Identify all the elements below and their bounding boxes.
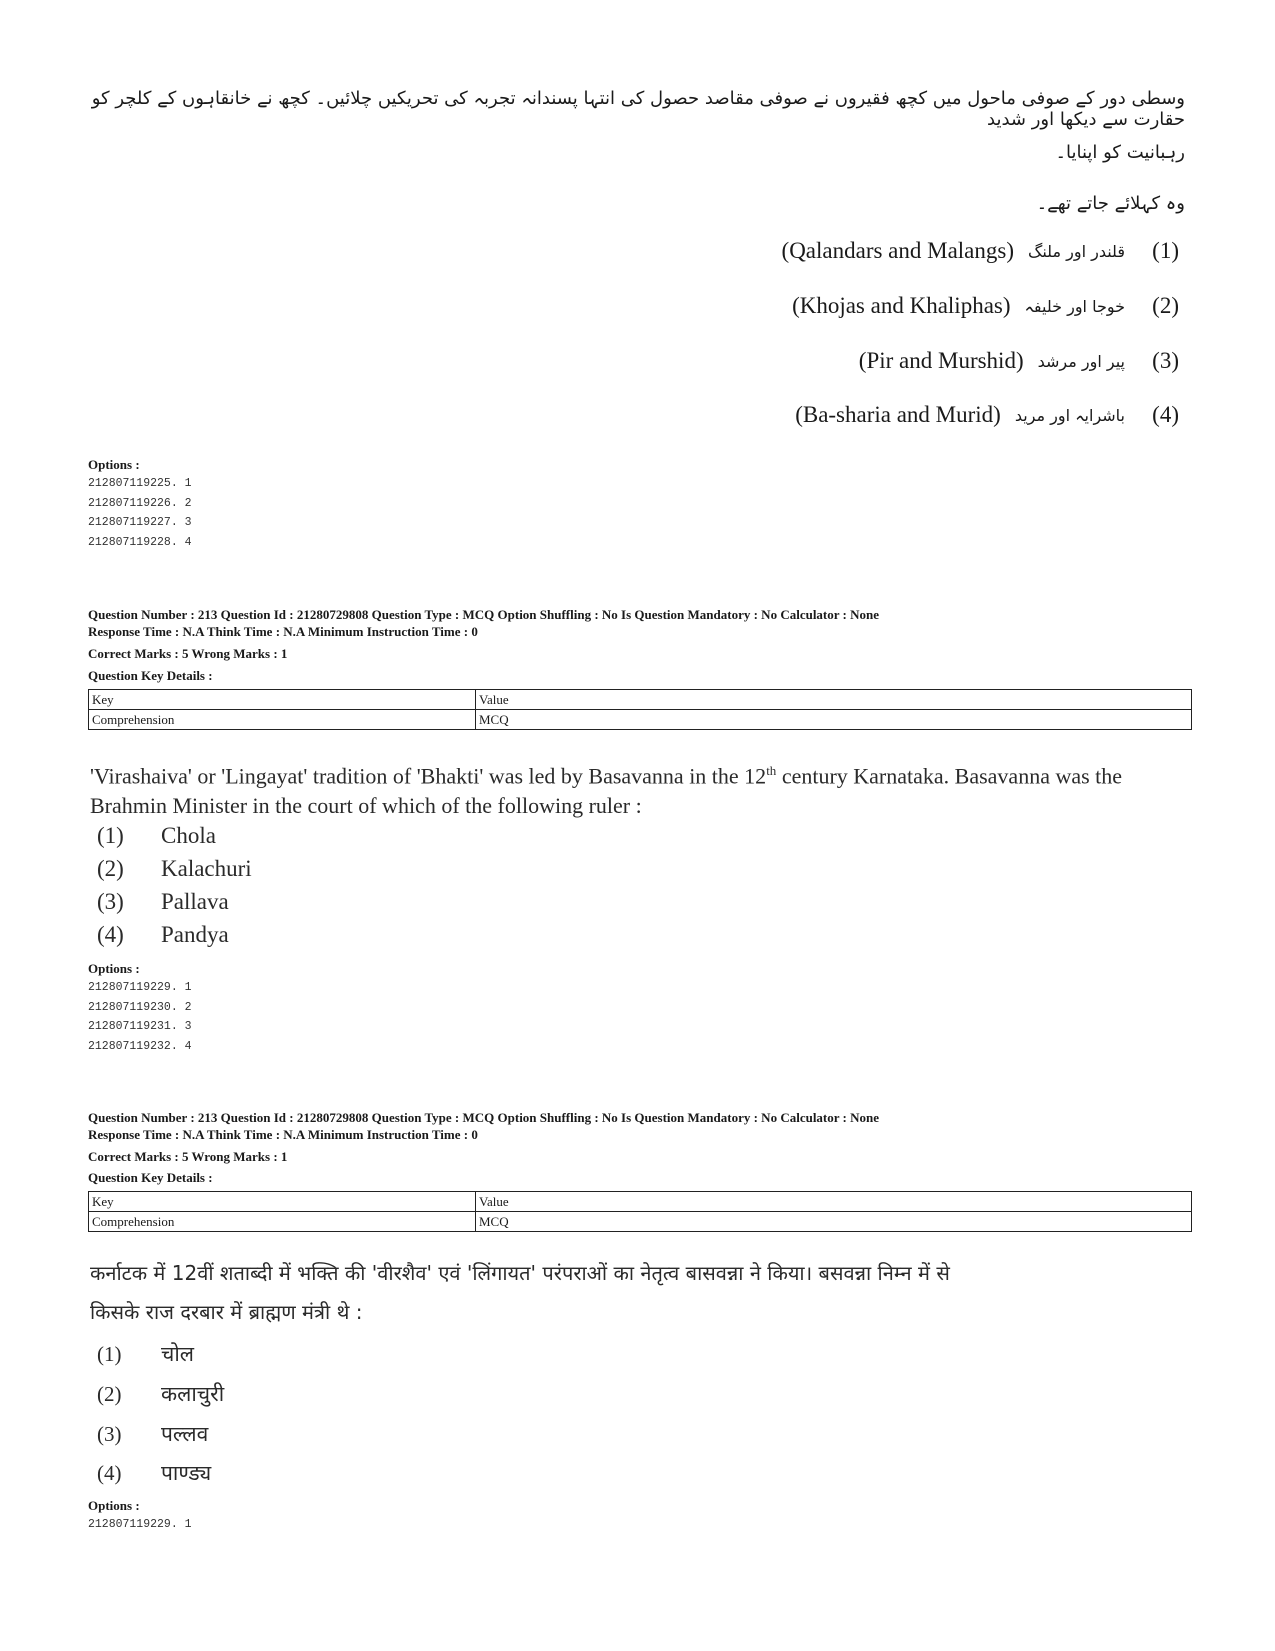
mcq-option-1[interactable] [97, 1340, 194, 1368]
urdu-question-line-2: رہبانیت کو اپنایا۔ [1055, 142, 1185, 163]
option-urdu: خوجا اور خلیفہ [1024, 296, 1125, 316]
option-id: 212807119229. 1 [88, 1518, 192, 1531]
key-header: Key [89, 690, 476, 710]
option-id: 212807119229. 1 [88, 981, 192, 994]
option-id: 212807119227. 3 [88, 516, 192, 529]
key-details-label: Question Key Details : [88, 668, 213, 683]
option-number: (3) [97, 889, 124, 914]
option-id: 212807119228. 4 [88, 535, 192, 549]
option-number: (3) [1152, 348, 1179, 373]
option-number: (4) [97, 1461, 122, 1485]
option-id-list [88, 474, 192, 552]
option-text: चोल [161, 1342, 195, 1366]
option-text: Pandya [161, 922, 229, 947]
urdu-option-2 [792, 293, 1179, 319]
mcq-option-2[interactable] [97, 856, 252, 882]
table-row [89, 1192, 1192, 1212]
question-meta-line-2: Response Time : N.A Think Time : N.A Minimum Instruction Time : 0 [88, 1127, 478, 1142]
option-english: (Ba-sharia and Murid) [795, 402, 1001, 427]
urdu-question-line-3: وہ کہلائے جاتے تھے۔ [1036, 193, 1185, 214]
mcq-option-1[interactable] [97, 823, 216, 849]
mcq-option-3[interactable] [97, 889, 229, 915]
option-urdu: پیر اور مرشد [1037, 351, 1125, 371]
value-header: Value [476, 690, 1192, 710]
mcq-option-3[interactable] [97, 1420, 208, 1448]
urdu-option-3 [859, 348, 1179, 374]
value-cell: MCQ [476, 710, 1192, 730]
option-text: पाण्ड्य [161, 1461, 212, 1485]
table-row [89, 690, 1192, 710]
question-text-part: 'Virashaiva' or 'Lingayat' tradition of 'Bhakti' was led by Basavanna in the 12 [90, 763, 767, 789]
value-header: Value [476, 1192, 1192, 1212]
option-number: (4) [97, 922, 124, 947]
option-id: 212807119230. 2 [88, 1000, 192, 1014]
key-cell: Comprehension [89, 710, 476, 730]
option-number: (1) [1152, 238, 1179, 263]
option-id: 212807119232. 4 [88, 1039, 192, 1053]
value-cell: MCQ [476, 1212, 1192, 1232]
key-header: Key [89, 1192, 476, 1212]
question-text-part: century Karnataka. Basavanna was the Brahmin Minister in the court of which of the following ruler : [90, 763, 1123, 819]
option-id: 212807119231. 3 [88, 1020, 192, 1033]
question-text-hindi-line-2: किसके राज दरबार में ब्राह्मण मंत्री थे : [90, 1300, 363, 1324]
table-row [89, 710, 1192, 730]
option-number: (2) [1152, 293, 1179, 318]
question-meta-line-1: Question Number : 213 Question Id : 21280729808 Question Type : MCQ Option Shuffling : No Is Question Mandatory : No Calculator : None [88, 607, 880, 622]
option-text: पल्लव [161, 1422, 209, 1446]
option-english: (Qalandars and Malangs) [781, 238, 1015, 263]
option-id-list [88, 1515, 192, 1535]
option-number: (2) [97, 856, 124, 881]
question-meta-line-2: Response Time : N.A Think Time : N.A Minimum Instruction Time : 0 [88, 624, 478, 639]
option-id-list [88, 978, 192, 1056]
question-text-english [90, 756, 1200, 821]
option-number: (1) [97, 1342, 122, 1366]
marks-line: Correct Marks : 5 Wrong Marks : 1 [88, 1149, 288, 1164]
options-label: Options : [88, 457, 140, 472]
option-number: (1) [97, 823, 124, 848]
question-key-table [88, 689, 1192, 730]
key-details-label: Question Key Details : [88, 1170, 213, 1185]
marks-line: Correct Marks : 5 Wrong Marks : 1 [88, 646, 288, 661]
option-english: (Khojas and Khaliphas) [792, 293, 1011, 318]
option-id: 212807119225. 1 [88, 477, 192, 490]
options-label: Options : [88, 961, 140, 976]
option-urdu: قلندر اور ملنگ [1028, 241, 1125, 261]
option-urdu: باشرایہ اور مرید [1014, 405, 1125, 425]
table-row [89, 1212, 1192, 1232]
urdu-option-1 [782, 238, 1179, 264]
option-text: Pallava [161, 889, 229, 914]
mcq-option-4[interactable] [97, 1459, 211, 1487]
option-english: (Pir and Murshid) [858, 348, 1024, 373]
question-text-hindi-line-1: कर्नाटक में 12वीं शताब्दी में भक्ति की 'वीरशैव' एवं 'लिंगायत' परंपराओं का नेतृत्व बासवन्ना ने किया। बसवन्ना निम्न में से [90, 1261, 950, 1285]
option-id: 212807119226. 2 [88, 496, 192, 510]
ordinal-suffix: th [766, 763, 777, 778]
option-text: Kalachuri [161, 856, 252, 881]
options-label: Options : [88, 1498, 140, 1513]
option-number: (2) [97, 1382, 122, 1406]
option-number: (3) [97, 1422, 122, 1446]
key-cell: Comprehension [89, 1212, 476, 1232]
option-number: (4) [1152, 402, 1179, 427]
mcq-option-4[interactable] [97, 922, 229, 948]
mcq-option-2[interactable] [97, 1380, 224, 1408]
option-text: कलाचुरी [161, 1382, 225, 1406]
question-key-table [88, 1191, 1192, 1232]
urdu-option-4 [795, 402, 1179, 428]
question-meta-line-1: Question Number : 213 Question Id : 21280729808 Question Type : MCQ Option Shuffling : No Is Question Mandatory : No Calculator : None [88, 1110, 880, 1125]
urdu-question-line-1: وسطی دور کے صوفی ماحول میں کچھ فقیروں نے صوفی مقاصد حصول کی انتہا پسندانہ تجربہ کی تحریکیں چلائیں۔ کچھ نے خانقاہوں کے کلچر کو حقارت سے دیکھا اور شدید [91, 88, 1185, 130]
option-text: Chola [161, 823, 216, 848]
